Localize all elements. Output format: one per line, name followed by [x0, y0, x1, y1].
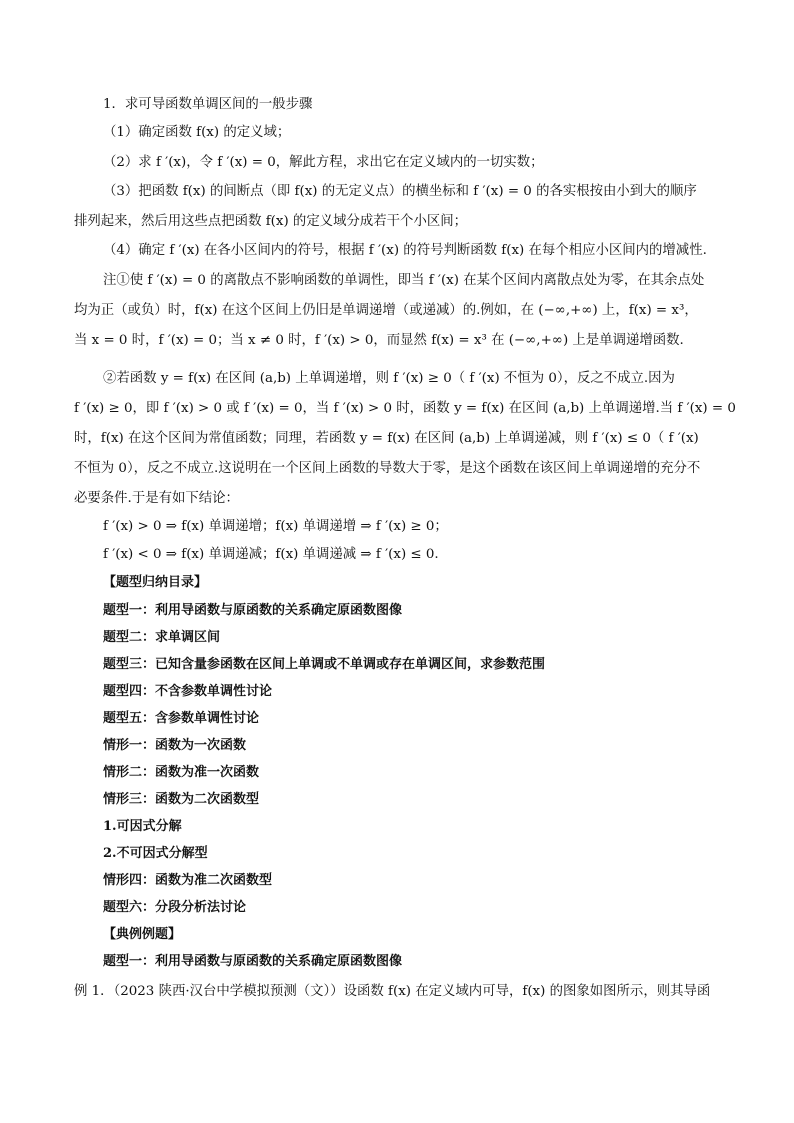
catalog-item: 题型二：求单调区间 [103, 630, 221, 645]
note-2-line-4: 不恒为 0），反之不成立.这说明在一个区间上函数的导数大于零，是这个函数在该区间上单调递增的充分不 [74, 461, 701, 476]
catalog-item: 题型五：含参数单调性讨论 [103, 711, 260, 726]
conclusion-1: f ′(x) > 0 ⇒ f(x) 单调递增；f(x) 单调递增 ⇒ f ′(x) ≥ 0； [103, 519, 448, 534]
catalog-heading: 【题型归纳目录】 [103, 575, 208, 590]
example-1-line: 例 1．（2023 陕西·汉台中学模拟预测（文））设函数 f(x) 在定义域内可导，f(x) 的图象如图所示，则其导函 [74, 984, 711, 999]
note-1-line-2: 均为正（或负）时，f(x) 在这个区间上仍旧是单调递增（或递减）的.例如，在 (−∞,+∞) 上，f(x) = x³， [74, 303, 698, 318]
catalog-item: 题型一：利用导函数与原函数的关系确定原函数图像 [103, 603, 403, 618]
step-1: （1）确定函数 f(x) 的定义域； [103, 125, 291, 140]
examples-subheading: 题型一：利用导函数与原函数的关系确定原函数图像 [103, 954, 403, 969]
catalog-item: 题型六：分段分析法讨论 [103, 900, 247, 915]
note-1-line-3: 当 x = 0 时，f ′(x) = 0；当 x ≠ 0 时，f ′(x) > 0，而显然 f(x) = x³ 在 (−∞,+∞) 上是单调递增函数. [74, 333, 684, 348]
note-2-line-3: 时，f(x) 在这个区间为常值函数；同理，若函数 y = f(x) 在区间 (a,b) 上单调递减，则 f ′(x) ≤ 0（ f ′(x) [74, 431, 699, 446]
step-4: （4）确定 f ′(x) 在各小区间内的符号，根据 f ′(x) 的符号判断函数 f(x) 在每个相应小区间内的增减性. [103, 243, 707, 258]
catalog-item: 情形二：函数为准一次函数 [103, 765, 260, 780]
catalog-item: 1.可因式分解 [103, 819, 182, 834]
examples-heading: 【典例例题】 [103, 927, 182, 942]
catalog-item: 情形一：函数为一次函数 [103, 738, 247, 753]
step-2: （2）求 f ′(x)，令 f ′(x) = 0，解此方程，求出它在定义域内的一切实数； [103, 155, 544, 170]
note-2-line-1: ②若函数 y = f(x) 在区间 (a,b) 上单调递增，则 f ′(x) ≥ 0（ f ′(x) 不恒为 0），反之不成立.因为 [103, 371, 675, 386]
step-3-line-2: 排列起来，然后用这些点把函数 f(x) 的定义域分成若干个小区间； [74, 214, 468, 229]
conclusion-2: f ′(x) < 0 ⇒ f(x) 单调递减；f(x) 单调递减 ⇒ f ′(x) ≤ 0. [103, 547, 439, 562]
catalog-item: 情形四：函数为准二次函数型 [103, 873, 273, 888]
step-heading: 1．求可导函数单调区间的一般步骤 [103, 97, 313, 112]
catalog-item: 题型三：已知含量参函数在区间上单调或不单调或存在单调区间，求参数范围 [103, 657, 546, 672]
catalog-item: 情形三：函数为二次函数型 [103, 792, 260, 807]
catalog-item: 2.不可因式分解型 [103, 846, 208, 861]
note-2-line-5: 必要条件.于是有如下结论： [74, 491, 239, 506]
step-3-line-1: （3）把函数 f(x) 的间断点（即 f(x) 的无定义点）的横坐标和 f ′(x) = 0 的各实根按由小到大的顺序 [103, 184, 697, 199]
note-1-line-1: 注①使 f ′(x) = 0 的离散点不影响函数的单调性，即当 f ′(x) 在某个区间内离散点处为零，在其余点处 [103, 273, 705, 288]
note-2-line-2: f ′(x) ≥ 0，即 f ′(x) > 0 或 f ′(x) = 0，当 f ′(x) > 0 时，函数 y = f(x) 在区间 (a,b) 上单调递增.当 f ′(x) = 0 [74, 401, 736, 416]
catalog-item: 题型四：不含参数单调性讨论 [103, 684, 273, 699]
